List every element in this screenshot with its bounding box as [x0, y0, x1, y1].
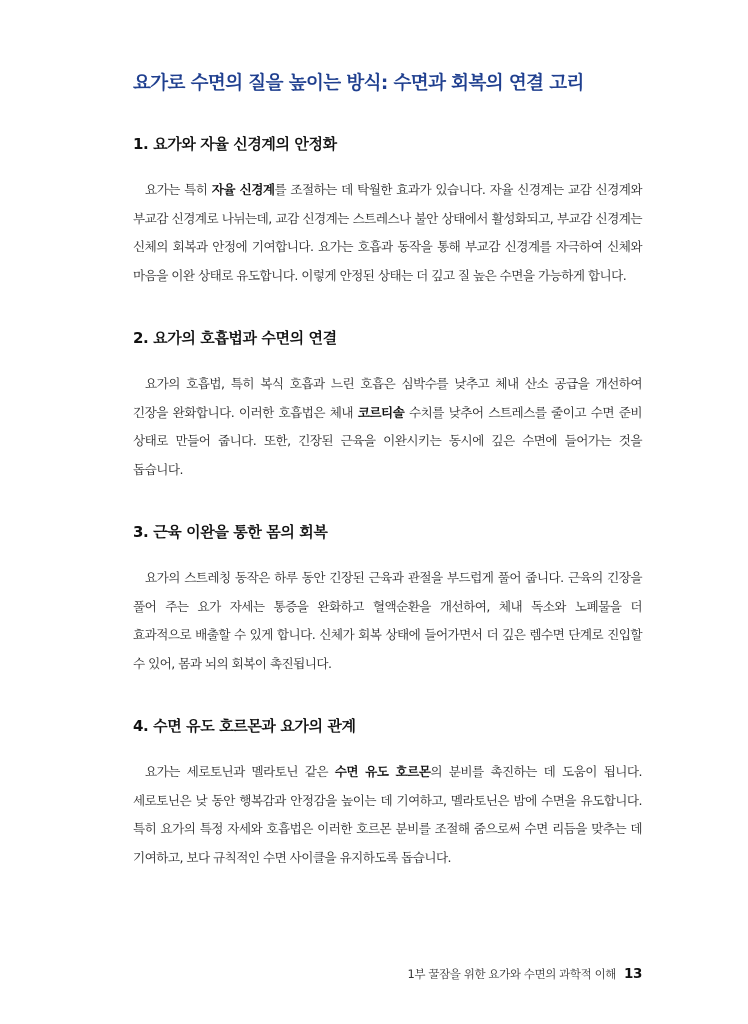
section-paragraph: [133, 370, 642, 484]
emphasis-term: 자율 신경계: [211, 182, 275, 197]
section-paragraph: [133, 758, 642, 872]
page-footer: [407, 966, 642, 982]
section-heading: 2. 요가의 호흡법과 수면의 연결: [133, 329, 337, 347]
emphasis-term: 수면 유도 호르몬: [334, 764, 431, 779]
section-heading: 1. 요가와 자율 신경계의 안정화: [133, 135, 337, 153]
section-sleep-hormones: [133, 716, 642, 872]
paragraph-text: 요가의 스트레칭 동작은 하루 동안 긴장된 근육과 관절을 부드럽게 풀어 줍니다. 근육의 긴장을 풀어 주는 요가 자세는 통증을 완화하고 혈액순환을 개선하여, 체내 독소와 노폐물을 더 효과적으로 배출할 수 있게 합니다. 신체가 회복 상태에 들어가면서 더 깊은 렘수면 단계로 진입할 수 있어, 몸과 뇌의 회복이 촉진됩니다.: [133, 570, 642, 671]
section-paragraph: [133, 176, 642, 290]
section-muscle-relaxation: [133, 522, 642, 678]
section-paragraph: [133, 564, 642, 678]
paragraph-text: 수치를 낮추어 스트레스를 줄이고 수면 준비 상태로 만들어 줍니다. 또한, 긴장된 근육을 이완시키는 동시에 깊은 수면에 들어가는 것을 돕습니다.: [133, 404, 642, 477]
section-heading: 3. 근육 이완을 통한 몸의 회복: [133, 523, 328, 541]
section-autonomic-nervous-system: [133, 134, 642, 290]
running-title: 1부 꿀잠을 위한 요가와 수면의 과학적 이해: [407, 967, 616, 981]
document-title: 요가로 수면의 질을 높이는 방식: 수면과 회복의 연결 고리: [133, 73, 584, 94]
paragraph-text: 요가는 세로토닌과 멜라토닌 같은: [145, 764, 335, 779]
paragraph-text: 의 분비를 촉진하는 데 도움이 됩니다. 세로토닌은 낮 동안 행복감과 안정감을 높이는 데 기여하고, 멜라토닌은 밤에 수면을 유도합니다. 특히 요가의 특정 자세와 호흡법은 이러한 호르몬 분비를 조절해 줌으로써 수면 리듬을 맞추는 데 기여하고, 보다 규칙적인 수면 사이클을 유지하도록 돕습니다.: [133, 764, 642, 865]
paragraph-text: 요가는 특히: [145, 182, 212, 197]
paragraph-text: 를 조절하는 데 탁월한 효과가 있습니다. 자율 신경계는 교감 신경계와 부교감 신경계로 나뉘는데, 교감 신경계는 스트레스나 불안 상태에서 활성화되고, 부교감 신경계는 신체의 회복과 안정에 기여합니다. 요가는 호흡과 동작을 통해 부교감 신경계를 자극하여 신체와 마음을 이완 상태로 유도합니다. 이렇게 안정된 상태는 더 깊고 질 높은 수면을 가능하게 합니다.: [133, 182, 642, 283]
section-breathing: [133, 328, 642, 484]
page-number: 13: [624, 966, 642, 982]
paragraph-text: 요가의 호흡법, 특히 복식 호흡과 느린 호흡은 심박수를 낮추고 체내 산소 공급을 개선하여 긴장을 완화합니다. 이러한 호흡법은 체내: [133, 376, 642, 420]
section-heading: 4. 수면 유도 호르몬과 요가의 관계: [133, 717, 356, 735]
emphasis-term: 코르티솔: [357, 404, 405, 420]
